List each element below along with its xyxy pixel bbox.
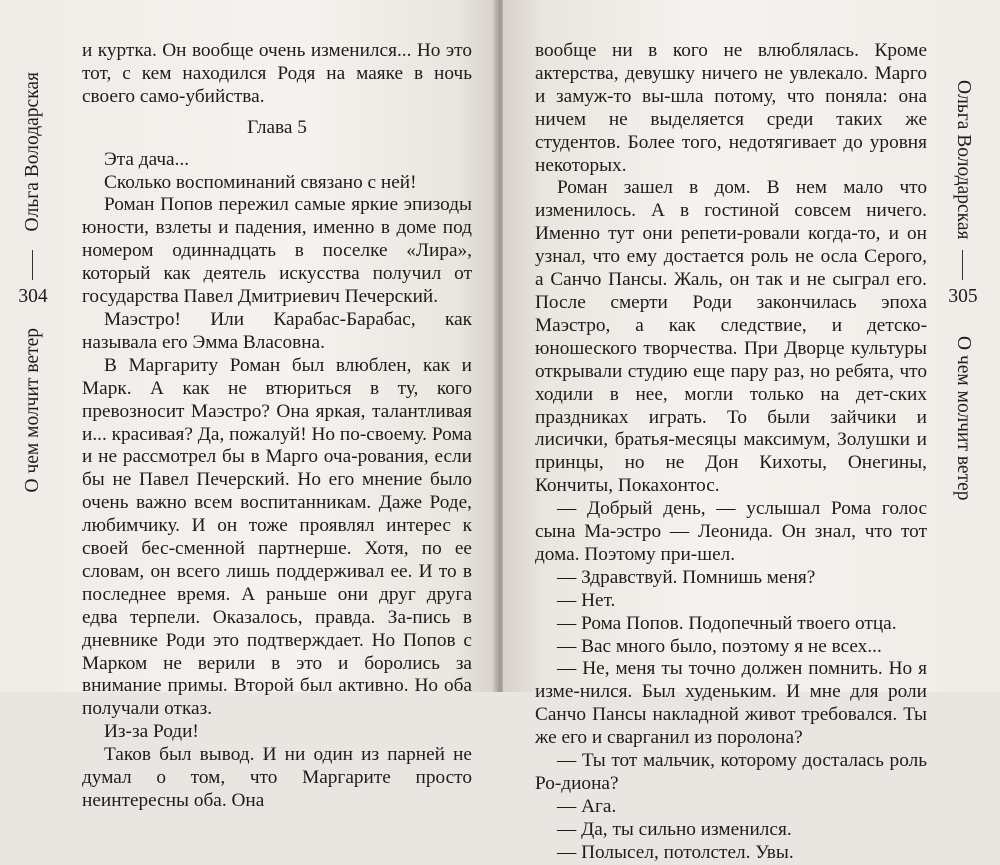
paragraph: Роман Попов пережил самые яркие эпизоды юности, взлеты и падения, именно в доме под номером одиннадцать в поселке «Лира», который как деятель искусства получил от государства Павел Дмитриевич Печерский. [82, 194, 472, 308]
paragraph: — Ага. [557, 795, 617, 817]
running-title: О чем молчит ветер [22, 328, 43, 493]
paragraph: — Не, меня ты точно должен помнить. Но я изме-нился. Был худеньким. И мне для роли Санчо Пансы накладной живот требовался. Ты же его и сварганил из поролона? [535, 658, 927, 749]
paragraph: В Маргариту Роман был влюблен, как и Марк. А как не втюриться в ту, кого превозносит Маэстро? Она яркая, талантливая и... красивая? Да, пожалуй! Но по-своему. Рома и не рассмотрел бы в Марго оча-рования, если бы не Павел Печерский. Но его мнение было очень важно всем воспитанникам. Даже Роде, любимчику. И он тоже проявлял интерес к своей бес-сменной партнерше. Хотя, по ее словам, он всего лишь поддерживал ее. И то в последнее время. А раньше они друг друга едва терпели. Оказалось, правда. За-пись в дневнике Роди это подтверждает. Но Попов с Марком не верили в это и боролись за внимание примы. Второй был активно. Но оба получали отказ. [82, 354, 472, 720]
paragraph: — Здравствуй. Помнишь меня? [557, 566, 816, 588]
paragraph: вообще ни в кого не влюблялась. Кроме актерства, девушку ничего не увлекало. Марго и замуж-то вы-шла потому, что поняла: она ничем не выделяется среди таких же студентов. Более того, недотягивает до уровня некоторых. [535, 40, 927, 176]
running-author: Ольга Володарская [953, 80, 974, 240]
page-number: 305 [948, 286, 978, 307]
paragraph: Роман зашел в дом. В нем мало что изменилось. А в гостиной совсем ничего. Именно тут они репети-ровали когда-то, и он узнал, что ему достается роль не осла Серого, а Санчо Пансы. Жаль, он так и не сыграл его. После смерти Роди закончилась эпоха Маэстро, а как следствие, и детско-юношеского творчества. При Дворце культуры открывали студию еще пару раз, но ребята, что ходили в нее, могли только на дет-ских праздниках играть. То были зайчики и лисички, братья-месяцы максимум, Золушки и принцы, но не Дон Кихоты, Онегины, Кончиты, Покахонтос. [535, 177, 927, 497]
margin-rule [962, 250, 963, 280]
running-author: Ольга Володарская [22, 72, 43, 232]
paragraph: Маэстро! Или Карабас-Барабас, как называла его Эмма Власовна. [82, 308, 472, 353]
paragraph: — Да, ты сильно изменился. [557, 818, 792, 840]
right-page [503, 0, 1000, 863]
paragraph: — Добрый день, — услышал Рома голос сына Ма-эстро — Леонида. Он знал, что тот дома. Поэтому при-шел. [535, 498, 927, 565]
paragraph: — Нет. [557, 589, 616, 611]
opening-paragraph: и куртка. Он вообще очень изменился... Но это тот, с кем находился Родя на маяке в ночь своего само-убийства. [82, 40, 472, 107]
paragraph: Из-за Роди! [104, 721, 199, 743]
paragraph: — Полысел, потолстел. Увы. [557, 841, 794, 863]
right-margin [938, 0, 988, 692]
paragraph: Таков был вывод. И ни один из парней не думал о том, что Маргарите просто неинтересны оба. Она [82, 744, 472, 811]
running-title: О чем молчит ветер [953, 336, 974, 501]
margin-rule [32, 250, 33, 280]
left-page [0, 0, 497, 811]
left-page-text [82, 40, 472, 813]
right-page-text [535, 40, 927, 865]
paragraph: — Ты тот мальчик, которому досталась роль Ро-диона? [535, 750, 927, 794]
paragraph: Эта дача... [104, 148, 190, 170]
page-number: 304 [18, 286, 48, 307]
left-margin [8, 0, 58, 692]
paragraph: Сколько воспоминаний связано с ней! [104, 171, 417, 193]
paragraph: — Вас много было, поэтому я не всех... [557, 635, 882, 657]
paragraph: — Рома Попов. Подопечный твоего отца. [557, 612, 897, 634]
chapter-heading: Глава 5 [247, 116, 307, 138]
